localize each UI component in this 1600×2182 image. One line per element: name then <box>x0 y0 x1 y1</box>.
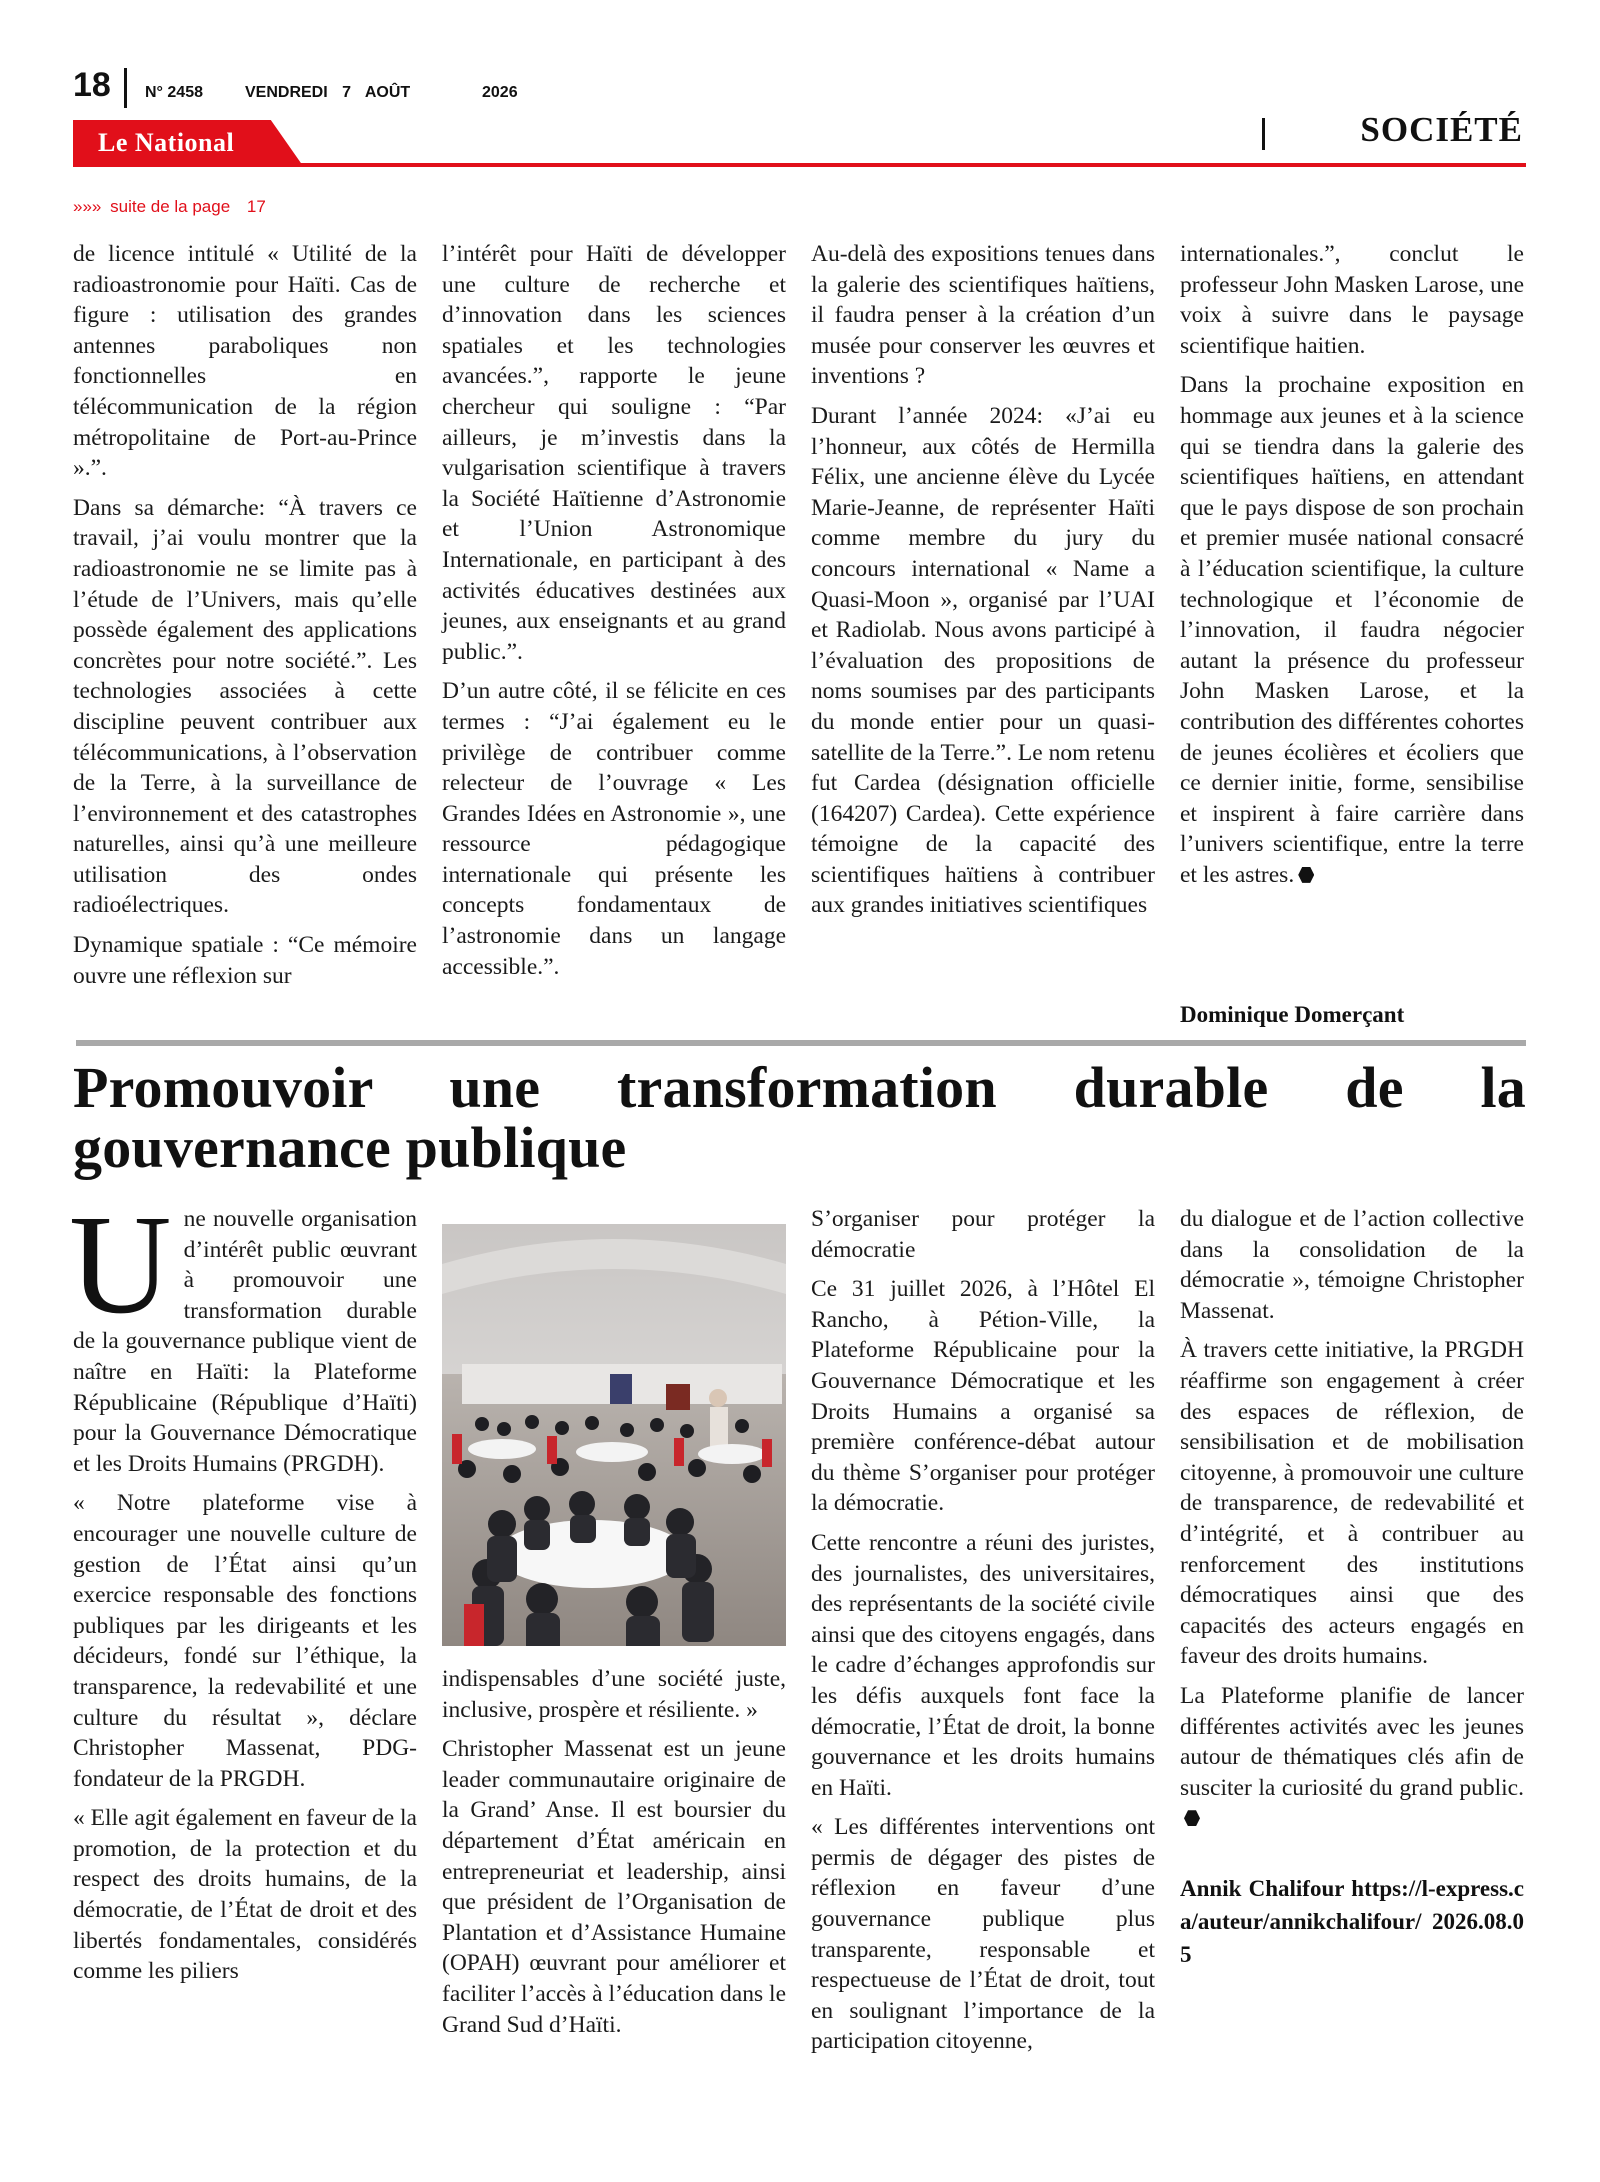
issue-year: 2026 <box>482 84 518 101</box>
article1-column-4 <box>1180 239 1524 1029</box>
article2-column-4 <box>1180 1204 1524 1971</box>
paragraph <box>1180 1681 1524 1834</box>
paragraph: Cette rencontre a réuni des juristes, des journalistes, des universitaires, des représentants de la société civile ainsi que des citoyens engagés, dans le cadre d’échanges approfondis sur les défis auxquels font face la démocratie, l’État de droit, la bonne gouvernance et les droits humains en Haïti. <box>811 1529 1155 1801</box>
article1-column-3 <box>811 239 1155 1029</box>
paragraph: « Les différentes interventions ont permis de dégager des pistes de réflexion en faveur d’une gouvernance publique plus transparente, responsable et respectueuse de l’État de droit, tout en soulignant l’importance de la participation citoyenne, <box>811 1814 1155 2055</box>
article2-column-3 <box>811 1204 1155 2066</box>
paragraph: Ce 31 juillet 2026, à l’Hôtel El Rancho, à Pétion-Ville, la Plateforme Républicaine pour la Gouvernance Démocratique et les Droits Humains a organisé sa première conférence-débat autour du thème S’organiser pour protéger la démocratie. <box>811 1276 1155 1517</box>
paragraph: À travers cette initiative, la PRGDH réaffirme son engagement à créer des espaces de réflexion, de sensibilisation et de mobilisation citoyenne, à promouvoir une culture de transparence, de redevabilité et d’intégrité, et à contribuer au renforcement des institutions démocratiques ainsi que des capacités des acteurs engagés en faveur des droits humains. <box>1180 1337 1524 1670</box>
page-number: 18 <box>73 66 111 104</box>
continued-arrows: »»» <box>73 197 102 216</box>
paragraph-text: ne nouvelle organisation d’intérêt public œuvrant à promouvoir une transformation durable de la gouvernance publique vient de naître en Haïti: la Plateforme Républicaine (République d’Haïti) pour la Gouvernance Démocratique et les Droits Humains (PRGDH). <box>73 1206 417 1477</box>
article1-column-2 <box>442 239 786 1029</box>
paragraph: Dynamique spatiale : “Ce mémoire ouvre une réflexion sur <box>73 932 417 989</box>
paragraph: indispensables d’une société juste, inclusive, prospère et résiliente. » <box>442 1666 786 1723</box>
article1-byline: Dominique Domerçant <box>1180 1002 1405 1027</box>
conference-photo <box>442 1224 786 1646</box>
paragraph <box>1180 370 1524 890</box>
paragraph: Dans sa démarche: “À travers ce travail, j’ai voulu montrer que la radioastronomie ne se limite pas à l’étude de l’Univers, mais qu’elle possède également des applications concrètes pour notre société.”. Les technologies associées à cette discipline peuvent contribuer aux télécommunications, à l’observation de la Terre, à la surveillance de l’environnement et des catastrophes naturelles, ainsi qu’à une meilleure utilisation des ondes radioélectriques. <box>73 494 417 919</box>
paragraph: Durant l’année 2024: «J’ai eu l’honneur, aux côtés de Hermilla Félix, une ancienne élève du Lycée Marie-Jeanne, de représenter Haïti comme membre du jury du concours international « Name a Quasi-Moon », organisé par l’UAI et Radiolab. Nous avons participé à l’évaluation des propositions de noms soumises par des participants du monde entier pour un quasi-satellite de la Terre.”. Le nom retenu fut Cardea (désignation officielle (164207) Cardea). Cette expérience témoigne de la capacité des scientifiques haïtiens à contribuer aux grandes initiatives scientifiques <box>811 402 1155 919</box>
paragraph: D’un autre côté, il se félicite en ces termes : “J’ai également eu le privilège de contribuer comme relecteur de l’ouvrage « Les Grandes Idées en Astronomie », une ressource pédagogique internationale qui présente les concepts fondamentaux de l’astronomie dans un langage accessible.”. <box>442 678 786 980</box>
paragraph: « Elle agit également en faveur de la promotion, de la protection et du respect des droits humains, de la démocratie, de l’État de droit et des libertés fondamentales, considérés comme les piliers <box>73 1805 417 1985</box>
continued-text: suite de la page <box>110 197 231 216</box>
paragraph-text: Dans la prochaine exposition en hommage aux jeunes et à la science qui se tiendra dans la galerie des scientifiques haïtiens, en attendant que le pays dispose de son prochain et premier musée national consacré à l’éducation scientifique, la culture technologique et l’économie de l’innovation, il faudra négocier autant la présence du professeur John Masken Larose, et la contribution des différentes cohortes de jeunes écolières et écoliers que ce dernier initie, forme, sensibilise et inspirent à faire carrière dans l’univers scientifique, entre la terre et les astres. <box>1180 372 1524 888</box>
issue-number: N° 2458 <box>145 84 203 101</box>
continued-from <box>73 197 266 217</box>
paragraph: « Notre plateforme vise à encourager une nouvelle culture de gestion de l’État ainsi qu’un exercice responsable des fonctions publiques par les dirigeants et les décideurs, fondé sur l’éthique, la transparence, la redevabilité et une culture du résultat », déclare Christopher Massenat, PDG-fondateur de la PRGDH. <box>73 1490 417 1792</box>
header-rule <box>73 163 1526 167</box>
drop-cap: U <box>69 1185 172 1343</box>
article2-byline: Annik Chalifour https://l-express.ca/auteur/annikchalifour/ 2026.08.05 <box>1180 1875 1524 1967</box>
paragraph: internationales.”, conclut le professeur John Masken Larose, une voix à suivre dans le paysage scientifique haitien. <box>1180 241 1524 359</box>
publication-name: Le National <box>98 128 235 157</box>
paragraph: de licence intitulé « Utilité de la radioastronomie pour Haïti. Cas de figure : utilisation des grandes antennes paraboliques non fonctionnelles en télécommunication de la région métropolitaine de Port-au-Prince ».”. <box>73 241 417 482</box>
paragraph: Christopher Massenat est un jeune leader communautaire originaire de la Grand’ Anse. Il est boursier du département d’État américain en entrepreneuriat et leadership, ainsi que président de l’Organisation de Plantation et d’Assistance Humaine (OPAH) œuvrant pour améliorer et faciliter l’accès à l’éducation dans le Grand Sud d’Haïti. <box>442 1736 786 2038</box>
end-of-article-icon <box>1298 867 1314 883</box>
paragraph: l’intérêt pour Haïti de développer une culture de recherche et d’innovation dans les sciences spatiales et les technologies avancées.”, rapporte le jeune chercheur qui souligne : “Par ailleurs, je m’investis dans la vulgarisation scientifique à travers la Société Haïtienne d’Astronomie et l’Union Astronomique Internationale, en participant à des activités éducatives destinées aux jeunes, aux enseignants et au grand public.”. <box>442 241 786 665</box>
article-separator <box>76 1040 1526 1046</box>
continued-page: 17 <box>246 197 266 216</box>
paragraph: du dialogue et de l’action collective dans la consolidation de la démocratie », témoigne Christopher Massenat. <box>1180 1206 1524 1324</box>
subheading: S’organiser pour protéger la démocratie <box>811 1206 1155 1263</box>
article2-headline: Promouvoir une transformation durable de la gouvernance publique <box>73 1055 1526 1180</box>
section-label: SOCIÉTÉ <box>1360 110 1523 149</box>
paragraph <box>69 1185 417 1479</box>
article2-column-2 <box>442 1664 786 2049</box>
paragraph: Au-delà des expositions tenues dans la galerie des scientifiques haïtiens, il faudra penser à la création d’un musée pour conserver les œuvres et inventions ? <box>811 241 1155 390</box>
article1-column-1 <box>73 239 417 1029</box>
article2-column-1 <box>69 1185 417 1996</box>
section-divider <box>1262 118 1265 150</box>
header-divider <box>124 68 127 108</box>
end-of-article-icon <box>1184 1810 1200 1826</box>
issue-date: VENDREDI 7 AOÛT <box>245 84 411 101</box>
paragraph-text: La Plateforme planifie de lancer différentes activités avec les jeunes autour de thématiques clés afin de susciter la curiosité du grand public. <box>1180 1682 1524 1801</box>
